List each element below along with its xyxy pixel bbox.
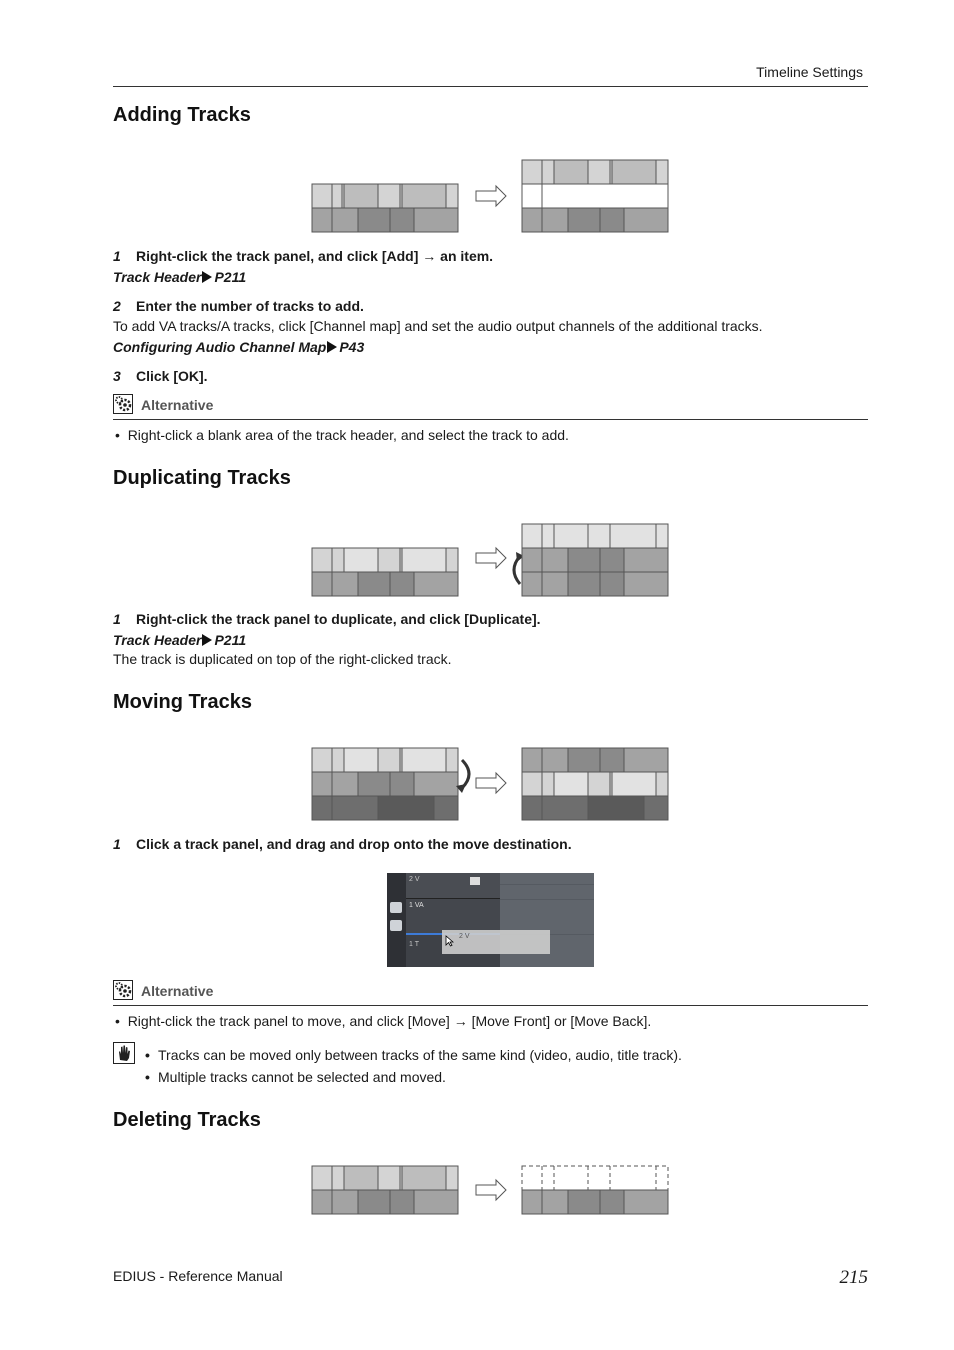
pointer-triangle-icon	[327, 341, 337, 353]
duplicating-step-1: 1 Right-click the track panel to duplicate, and click [Duplicate].	[113, 611, 541, 627]
before-tracks	[312, 548, 458, 596]
after-tracks	[522, 160, 668, 232]
section-heading-adding: Adding Tracks	[113, 104, 251, 126]
duplicating-tracks-diagram	[310, 522, 672, 598]
after-tracks	[522, 748, 668, 820]
video-mute-icon[interactable]	[470, 877, 480, 885]
adding-tracks-diagram	[310, 158, 672, 234]
section-heading-duplicating: Duplicating Tracks	[113, 467, 291, 489]
alternative-rule-2	[113, 1005, 868, 1006]
alternative-label-2: Alternative	[113, 980, 213, 1003]
track-panel-1t[interactable]: 1 T	[406, 935, 500, 967]
before-tracks	[312, 748, 458, 820]
section-heading-moving: Moving Tracks	[113, 691, 252, 713]
deleting-tracks-diagram	[310, 1164, 672, 1216]
duplicating-body: The track is duplicated on top of the right-clicked track.	[113, 651, 452, 667]
mouse-cursor-icon	[445, 935, 454, 947]
running-header: Timeline Settings	[756, 64, 863, 80]
note-item-1: • Tracks can be moved only between tracks of the same kind (video, audio, title track).	[145, 1047, 682, 1063]
track-panel-1va[interactable]: 1 VA	[406, 899, 500, 935]
track-panel-2v[interactable]: 2 V	[406, 873, 500, 899]
track-patch-icon[interactable]	[390, 920, 402, 931]
arrow-icon	[476, 773, 506, 793]
pointer-triangle-icon	[202, 634, 212, 646]
arrow-icon	[476, 186, 506, 206]
arrow-icon	[476, 548, 506, 568]
drag-ghost[interactable]: 2 V	[442, 930, 550, 954]
xref-track-header-1[interactable]: Track Header P211	[113, 269, 247, 285]
arrow-icon	[476, 1180, 506, 1200]
alternative-label-1: Alternative	[113, 394, 213, 417]
moving-step-1: 1 Click a track panel, and drag and drop onto the move destination.	[113, 836, 572, 852]
moving-tracks-diagram	[310, 746, 672, 822]
section-heading-deleting: Deleting Tracks	[113, 1109, 261, 1131]
alternative-bullet-2: • Right-click the track panel to move, and click [Move] → [Move Front] or [Move Back].	[115, 1013, 652, 1029]
adding-step-1: 1 Right-click the track panel, and click [Add] → an item.	[113, 248, 494, 264]
note-item-2: • Multiple tracks cannot be selected and moved.	[145, 1069, 446, 1085]
after-tracks	[522, 524, 668, 596]
curved-arrow-icon	[462, 760, 469, 788]
note-hand-icon	[113, 1042, 135, 1069]
page-number: 215	[839, 1267, 868, 1288]
gear-alternative-icon	[113, 980, 133, 1003]
header-rule	[113, 86, 868, 87]
timeline-screenshot	[387, 873, 594, 967]
pointer-triangle-icon	[202, 271, 212, 283]
adding-step-2-body: To add VA tracks/A tracks, click [Channel map] and set the audio output channels of the additional tracks.	[113, 318, 763, 334]
after-tracks	[522, 1166, 668, 1214]
alternative-rule-1	[113, 419, 868, 420]
adding-step-2: 2 Enter the number of tracks to add.	[113, 298, 364, 314]
gear-alternative-icon	[113, 394, 133, 417]
xref-channel-map[interactable]: Configuring Audio Channel Map P43	[113, 339, 365, 355]
adding-step-3: 3 Click [OK].	[113, 368, 208, 384]
track-lock-icon[interactable]	[390, 902, 402, 913]
before-tracks	[312, 1166, 458, 1214]
alternative-bullet-1: • Right-click a blank area of the track header, and select the track to add.	[115, 427, 569, 443]
before-tracks	[312, 184, 458, 232]
xref-track-header-2[interactable]: Track Header P211	[113, 632, 247, 648]
footer-manual-title: EDIUS - Reference Manual	[113, 1268, 283, 1284]
